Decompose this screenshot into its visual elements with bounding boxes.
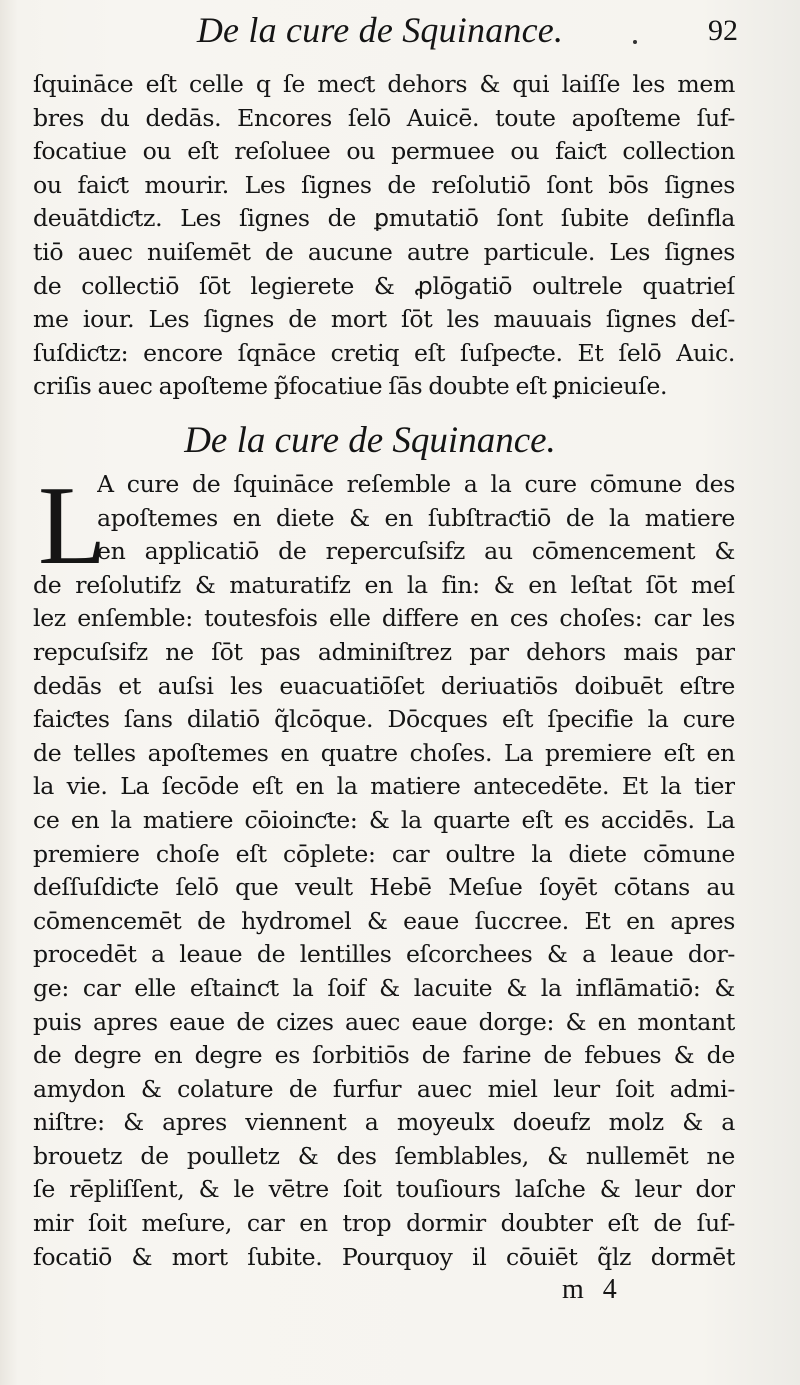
text-line: la vie. La ſecōde eſt en la matiere antecedēte. Et la tier [33,772,735,801]
text-line: repcuſsifz ne ſōt pas adminiſtrez par dehors mais par [33,637,735,666]
drop-cap-initial: L [38,464,107,588]
text-line: faiƈtes ſans dilatiō q̃lcōque. Dōcques eſt ſpecifie la cure [33,705,735,734]
text-line: tiō auec nuiſemēt de aucune autre particule. Les ſignes [33,237,735,266]
text-line: ce en la matiere cōioinƈte: & la quarte eſt es accidēs. La [33,805,735,834]
text-line: cōmencemēt de hydromel & eaue ſuccree. Et en apres [33,906,735,935]
text-line: lez enſemble: toutesfois elle differe en ces choſes: car les [33,604,735,633]
text-line: mir ſoit meſure, car en trop dormir doubter eſt de ſuf- [33,1209,735,1238]
section-body [33,464,735,1274]
text-line: en applicatiō de repercuſsifz au cōmencement & [97,537,735,566]
text-line: A cure de ſquināce reſemble a la cure cōmune des [97,470,735,498]
text-line: criſis auec apoſteme p̃focatiue ſās doubte eſt ꝑnicieuſe. [33,372,668,401]
text-line: puis apres eaue de cizes auec eaue dorge: & en montant [33,1007,735,1036]
text-line: apoſtemes en diete & en ſubſtraƈtiō de la matiere [97,503,735,532]
text-line: premiere choſe eſt cōplete: car oultre la diete cōmune [33,839,735,868]
text-line: deuātdiƈtz. Les ſignes de ꝑmutatiō ſont ſubite deſinfla [33,204,735,233]
text-line: niſtre: & apres viennent a moyeulx doeufz molz & a [33,1108,735,1137]
text-line: focatiō & mort ſubite. Pourquoy il cōuiēt q̃lz dormēt [33,1242,735,1271]
text-line: me iour. Les ſignes de mort ſōt les mauuais ſignes deſ- [33,305,735,334]
text-line: de reſolutifz & maturatifz en la fin: & en leſtat ſōt meſ [33,570,735,599]
text-line: de collectiō ſōt legierete & ꝓlōgatiō oultrele quatrieſ [33,271,735,300]
text-line: dedās et auſsi les euacuatiōſet deriuatiōs doibuēt eſtre [33,671,735,700]
text-line: ge: car elle eſtainƈt la ſoif & lacuite & la inflāmatiō: & [33,973,735,1002]
text-line: bres du dedās. Encores ſelō Auicē. toute apoſteme ſuf- [33,103,735,132]
text-line: ou faiƈt mourir. Les ſignes de reſolutiō ſont bōs ſignes [33,170,735,199]
running-head: De la cure de Squinance. [196,10,564,50]
text-line: de telles apoſtemes en quatre choſes. La premiere eſt en [33,738,735,767]
continued-paragraph [33,68,735,404]
page-number: 92 [708,14,738,47]
text-line: ſquināce eſt celle q ſe meƈt dehors & qui laiſſe les mem [33,70,735,98]
ink-speck [633,40,637,44]
text-line: focatiue ou eſt reſoluee ou permuee ou faiƈt collection [33,137,735,166]
text-line: amydon & colature de furfur auec miel leur ſoit admi- [33,1074,735,1103]
text-line: procedēt a leaue de lentilles eſcorchees & a leaue dor- [33,940,735,969]
text-line: de degre en degre es ſorbitiōs de farine de febues & de [33,1041,735,1070]
text-line: ſe rēpliſſent, & le vētre ſoit touſiours laſche & leur dor [33,1175,735,1204]
section-heading: De la cure de Squinance. [184,420,556,461]
text-line: brouetz de poulletz & des ſemblables, & nullemēt ne [33,1141,735,1170]
text-line: ſuſdiƈtz: encore ſqnāce cretiq eſt ſuſpeƈte. Et ſelō Auic. [33,338,735,367]
text-line: deſſuſdiƈte ſelō que veult Hebē Meſue ſoyēt cōtans au [33,873,735,902]
signature-mark: m 4 [562,1274,617,1305]
